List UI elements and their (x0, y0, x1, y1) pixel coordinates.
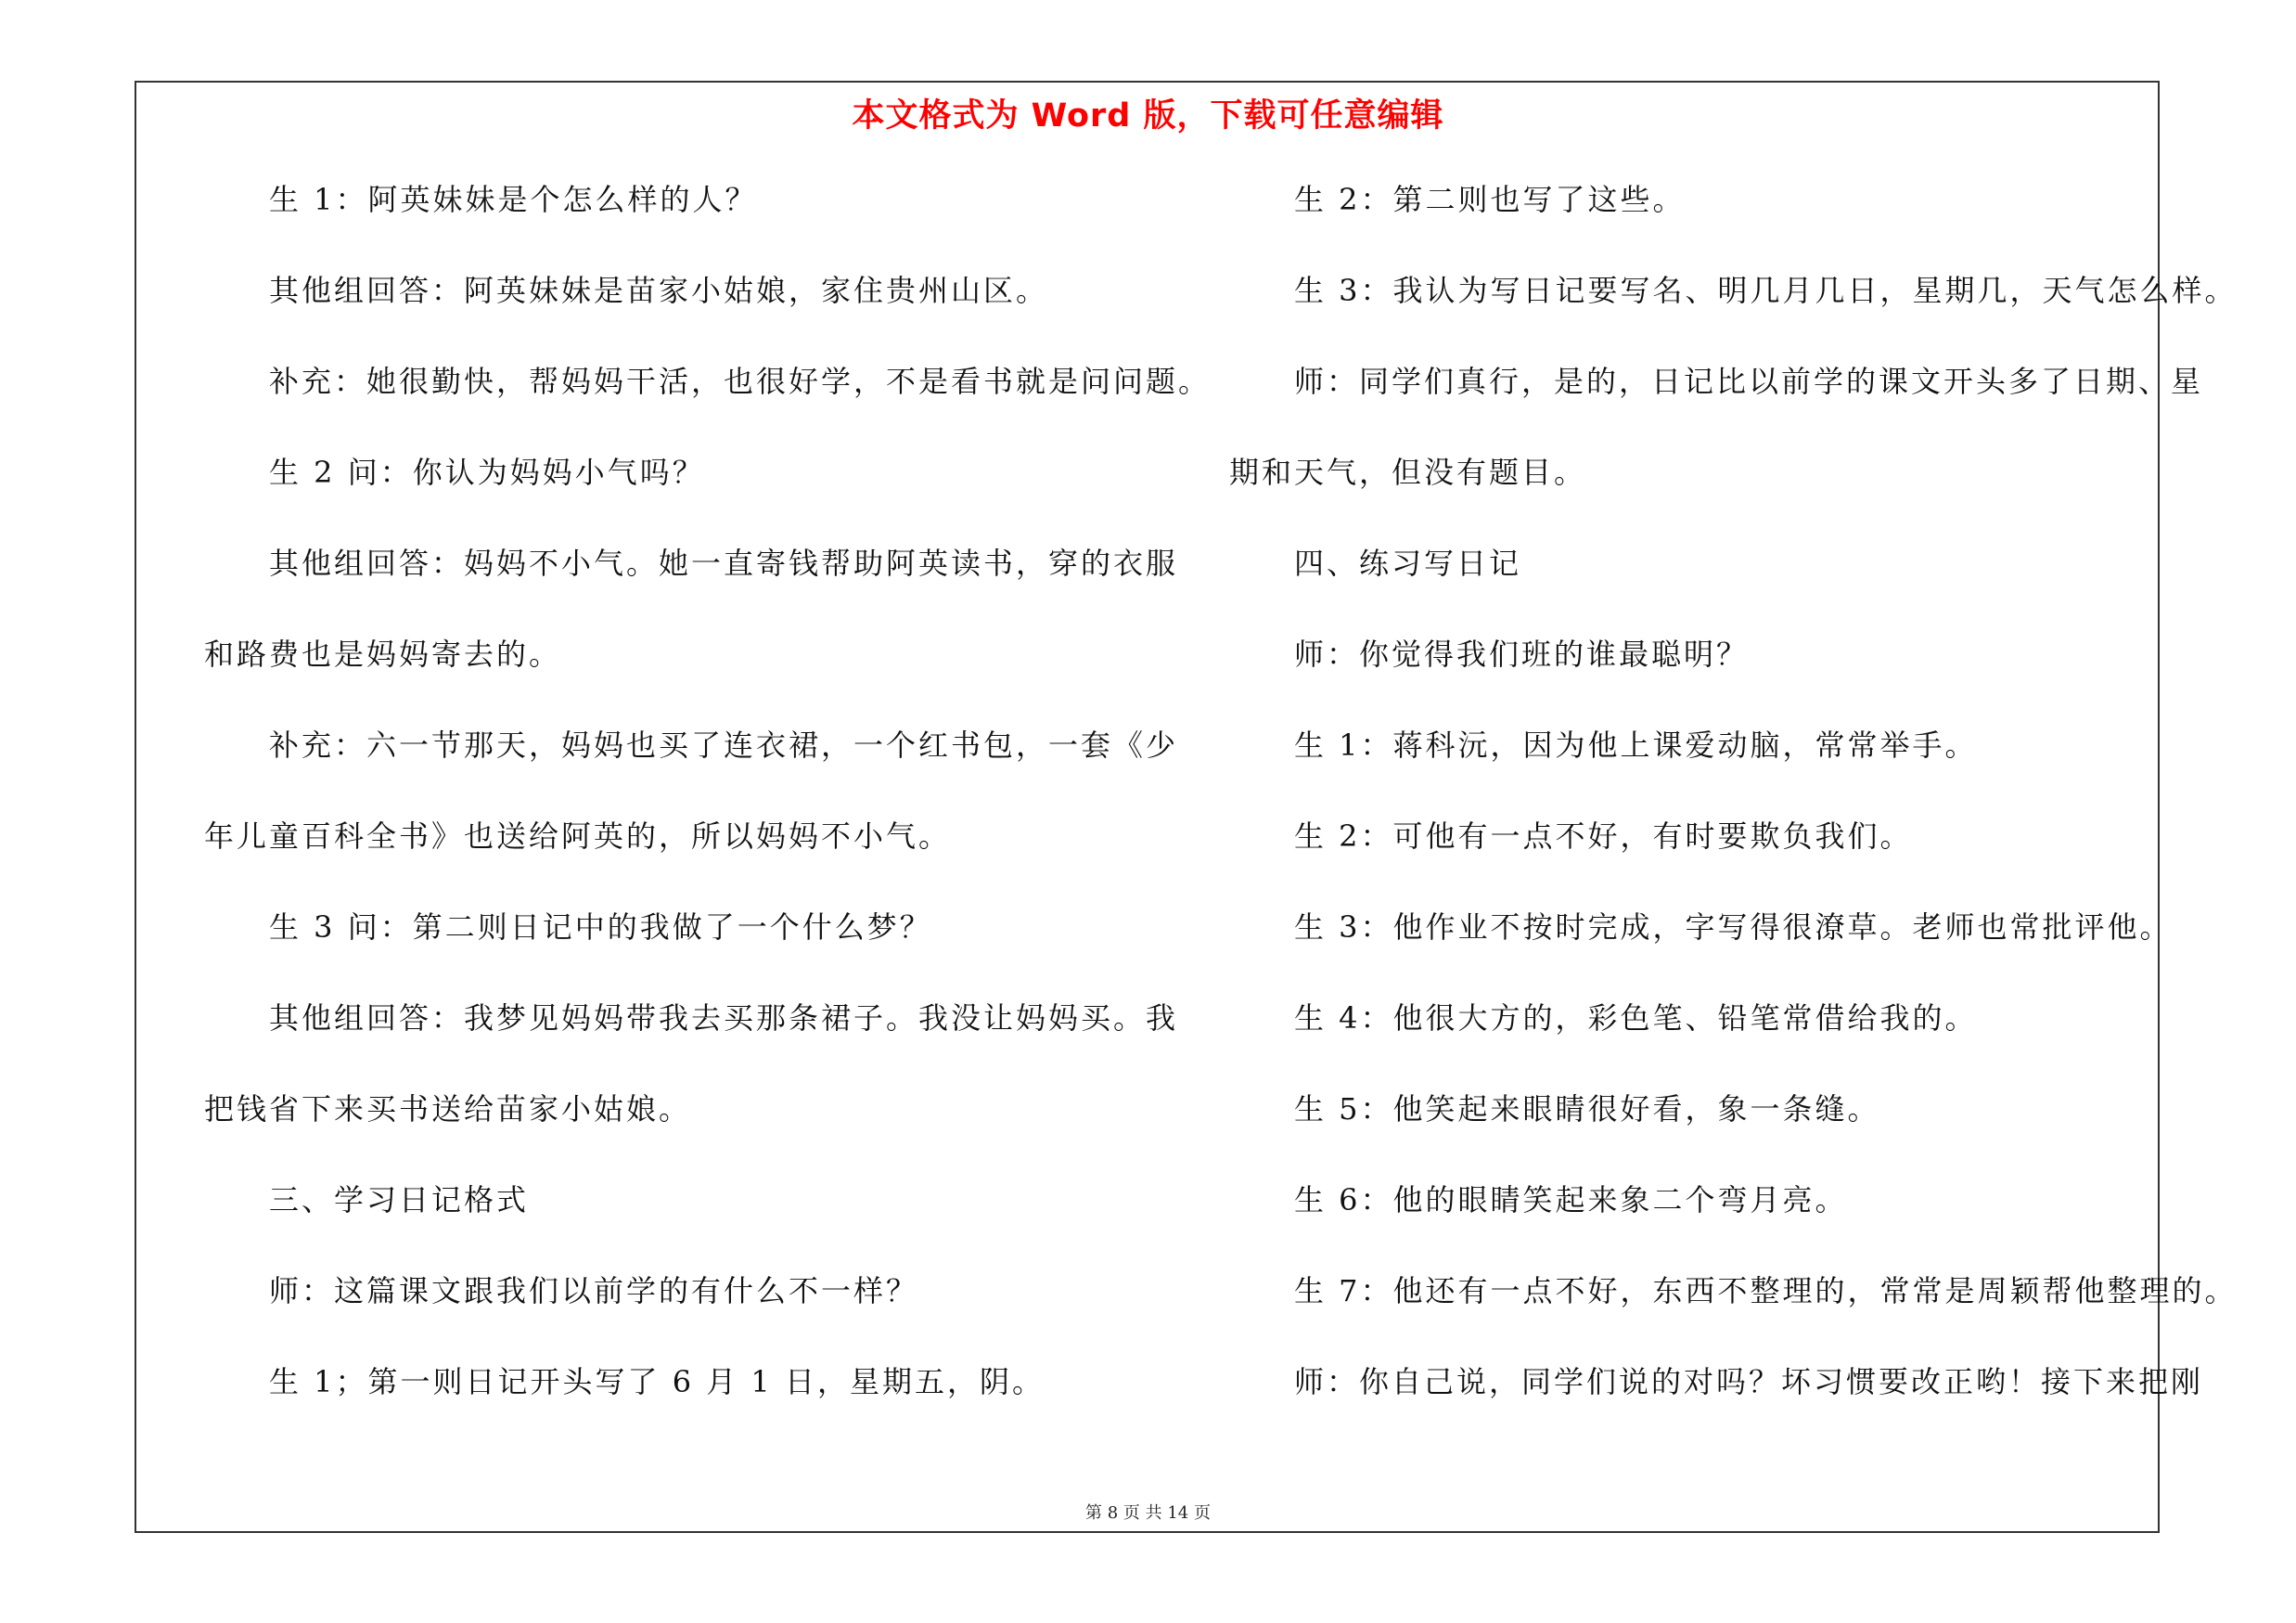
text-line: 生 6：他的眼睛笑起来象二个弯月亮。 (1294, 1182, 1848, 1217)
page-number: 第 8 页 共 14 页 (1085, 1503, 1211, 1523)
text-line: 生 2 问：你认为妈妈小气吗？ (269, 455, 705, 490)
text-line: 其他组回答：我梦见妈妈带我去买那条裙子。我没让妈妈买。我 (269, 1000, 1179, 1036)
text-line: 生 3 问：第二则日记中的我做了一个什么梦？ (269, 909, 932, 945)
header-banner: 本文格式为 Word 版，下载可任意编辑 (852, 97, 1444, 135)
text-line: 补充：她很勤快，帮妈妈干活，也很好学，不是看书就是问问题。 (269, 364, 1212, 399)
text-line: 师：你自己说，同学们说的对吗？坏习惯要改正哟！接下来把刚 (1294, 1364, 2204, 1399)
text-line: 补充：六一节那天，妈妈也买了连衣裙，一个红书包，一套《少 (269, 728, 1179, 763)
text-line: 四、练习写日记 (1294, 546, 1522, 581)
text-line: 生 2：可他有一点不好，有时要欺负我们。 (1294, 818, 1913, 854)
text-line: 其他组回答：阿英妹妹是苗家小姑娘，家住贵州山区。 (269, 273, 1049, 308)
text-line: 师：这篇课文跟我们以前学的有什么不一样？ (269, 1273, 919, 1308)
text-line: 生 1；第一则日记开头写了 6 月 1 日，星期五，阴。 (269, 1364, 1045, 1399)
text-line: 把钱省下来买书送给苗家小姑娘。 (204, 1091, 692, 1127)
text-line: 师：同学们真行，是的，日记比以前学的课文开头多了日期、星 (1294, 364, 2204, 399)
text-line: 生 4：他很大方的，彩色笔、铅笔常借给我的。 (1294, 1000, 1978, 1036)
text-line: 生 1：阿英妹妹是个怎么样的人？ (269, 182, 758, 217)
text-line: 师：你觉得我们班的谁最聪明？ (1294, 637, 1750, 672)
text-line: 生 3：我认为写日记要写名、明几月几日，星期几，天气怎么样。 (1294, 273, 2238, 308)
text-line: 生 3：他作业不按时完成，字写得很潦草。老师也常批评他。 (1294, 909, 2173, 945)
text-line: 生 5：他笑起来眼睛很好看，象一条缝。 (1294, 1091, 1880, 1127)
text-line: 年儿童百科全书》也送给阿英的，所以妈妈不小气。 (204, 818, 952, 854)
text-line: 生 1：蒋科沅，因为他上课爱动脑，常常举手。 (1294, 728, 1978, 763)
text-line: 生 7：他还有一点不好，东西不整理的，常常是周颖帮他整理的。 (1294, 1273, 2238, 1308)
text-line: 生 2：第二则也写了这些。 (1294, 182, 1686, 217)
text-line: 和路费也是妈妈寄去的。 (204, 637, 562, 672)
text-line: 其他组回答：妈妈不小气。她一直寄钱帮助阿英读书，穿的衣服 (269, 546, 1179, 581)
text-line: 期和天气，但没有题目。 (1229, 455, 1587, 490)
text-line: 三、学习日记格式 (269, 1182, 530, 1217)
